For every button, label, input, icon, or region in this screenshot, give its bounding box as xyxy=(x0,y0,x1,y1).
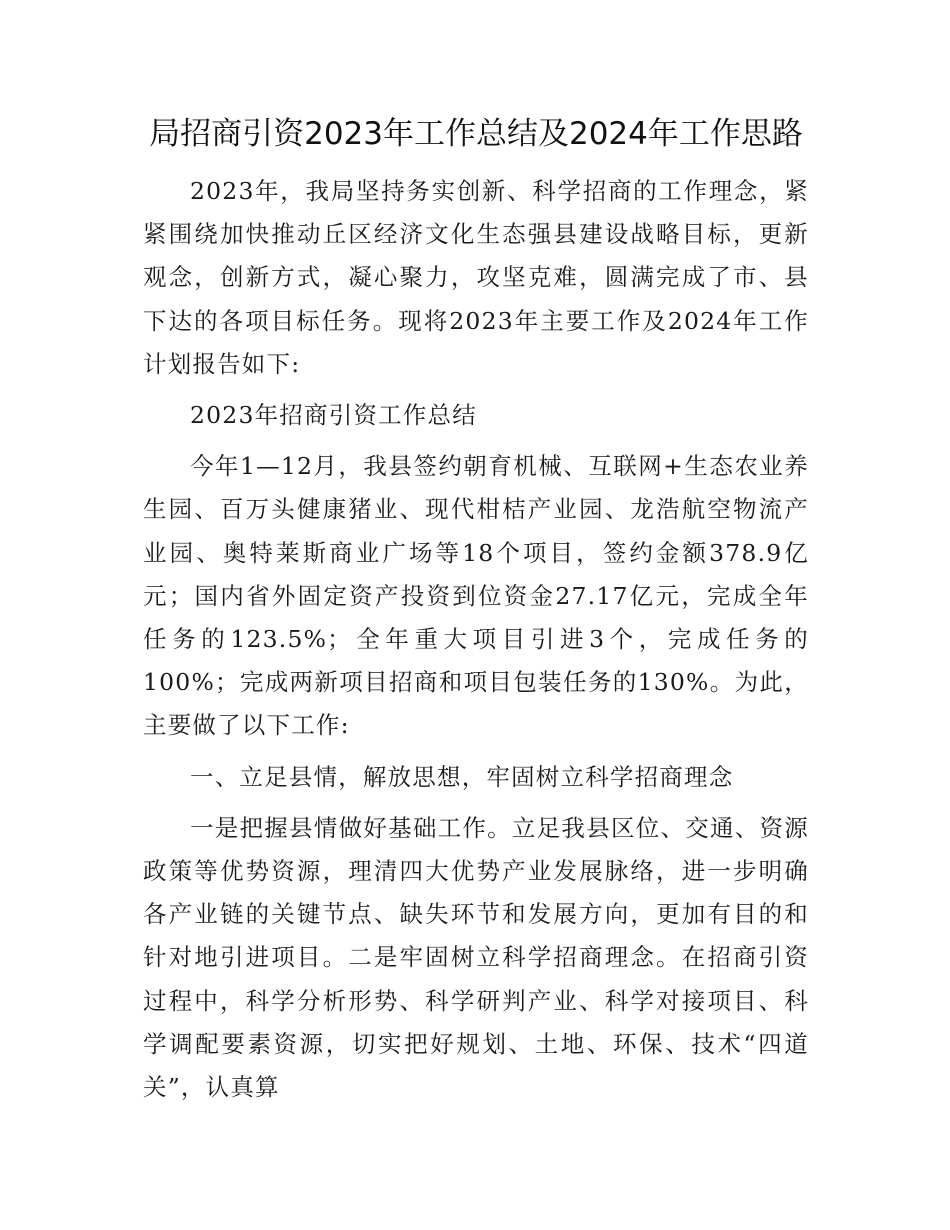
section-heading-1: 一、立足县情，解放思想，牢固树立科学招商理念 xyxy=(190,762,734,791)
intro-paragraph: 2023年，我局坚持务实创新、科学招商的工作理念，紧紧围绕加快推动丘区经济文化生态强县建设战略目标，更新观念，创新方式，凝心聚力，攻坚克难，圆满完成了市、县下达的各项目标任务。现将2023年主要工作及2024年工作计划报告如下: xyxy=(143,177,809,378)
section-1-paragraph: 一是把握县情做好基础工作。立足我县区位、交通、资源政策等优势资源，理清四大优势产业发展脉络，进一步明确各产业链的关键节点、缺失环节和发展方向，更加有目的和针对地引进项目。二是牢固树立科学招商理念。在招商引资过程中，科学分析形势、科学研判产业、科学对接项目、科学调配要素资源，切实把好规划、土地、环保、技术“四道关”，认真算 xyxy=(143,813,809,1102)
document-title: 局招商引资2023年工作总结及2024年工作思路 xyxy=(149,116,803,152)
section-heading-2023-summary: 2023年招商引资工作总结 xyxy=(190,401,477,430)
document-body xyxy=(143,170,809,1109)
document-page xyxy=(143,112,809,1109)
summary-paragraph: 今年1—12月，我县签约朝育机械、互联网+生态农业养生园、百万头健康猪业、现代柑桔产业园、龙浩航空物流产业园、奥特莱斯商业广场等18个项目，签约金额378.9亿元；国内省外固定资产投资到位资金27.17亿元，完成全年任务的123.5%；全年重大项目引进3个，完成任务的100%；完成两新项目招商和项目包装任务的130%。为此，主要做了以下工作: xyxy=(143,452,809,740)
